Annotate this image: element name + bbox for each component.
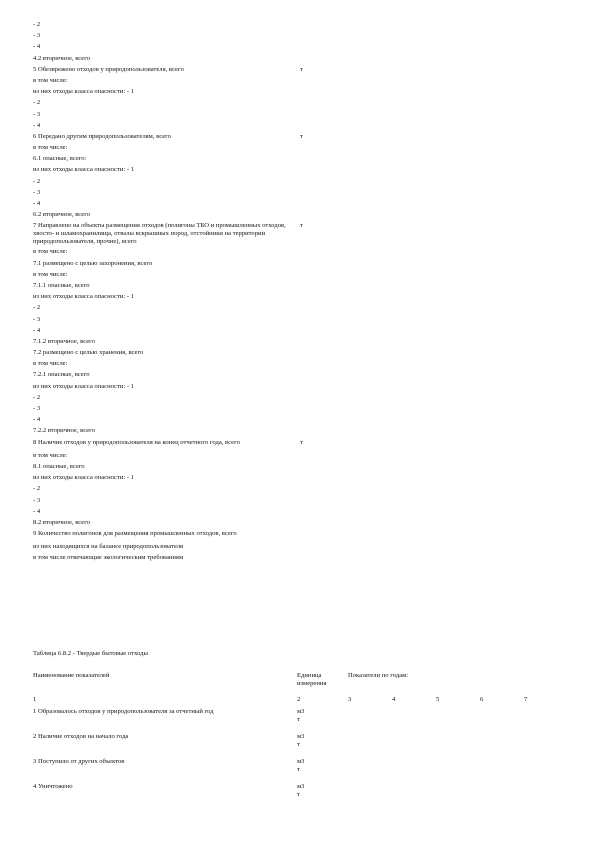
unit-m3: м3 (297, 758, 305, 765)
indicator-row (33, 508, 573, 519)
header-years: Показатели по годам: (348, 672, 409, 679)
indicator-row (33, 248, 573, 259)
indicator-row (33, 43, 573, 54)
indicator-row (33, 416, 573, 427)
indicator-row (33, 155, 573, 166)
indicator-label: - 2 (33, 393, 41, 401)
row-unit (297, 783, 348, 808)
row-name: 1 Образовалось отходов у природопользователя за отчетный год (33, 708, 214, 715)
table-number-row (33, 696, 568, 708)
indicator-row (33, 271, 573, 282)
indicator-row (33, 360, 573, 371)
indicator-row (33, 497, 573, 508)
indicator-label: 5 Обезврежено отходов у природопользователя, всего (33, 65, 184, 73)
indicator-row (33, 99, 573, 110)
table-row (33, 733, 568, 758)
row-name: 4 Уничтожено (33, 783, 73, 790)
unit-m3: м3 (297, 708, 305, 715)
table-caption: Таблица 6.8.2 - Твердые бытовые отходы (33, 650, 148, 657)
indicator-row (33, 200, 573, 211)
indicator-label: 6.2 вторичное, всего (33, 211, 91, 219)
row-name: 2 Наличие отходов на начало года (33, 733, 129, 740)
unit-t: т (297, 766, 300, 773)
indicator-row (33, 349, 573, 360)
indicator-row (33, 530, 573, 543)
indicator-label: 7.1.2 вторичное, всего (33, 337, 95, 345)
indicator-row (33, 66, 573, 77)
indicator-row (33, 21, 573, 32)
col-number: 1 (33, 696, 37, 703)
indicator-label: в том числе отвечающие экологическим требованиям (33, 554, 184, 562)
indicator-row (33, 166, 573, 177)
indicator-label: 7.2.1 опасные, всего (33, 371, 90, 379)
indicator-row (33, 189, 573, 200)
indicator-label: 7.2 размещено с целью хранения, всего (33, 349, 144, 357)
unit-m3: м3 (297, 733, 305, 740)
indicator-label: - 3 (33, 496, 41, 504)
indicator-row (33, 178, 573, 189)
row-name: 3 Поступило от других объектов (33, 758, 125, 765)
indicator-label: в том числе: (33, 248, 68, 256)
indicator-row (33, 439, 573, 452)
indicator-unit: т (300, 438, 303, 446)
indicator-row (33, 327, 573, 338)
row-unit (297, 708, 348, 733)
indicator-label: из них отходы класса опасности: - 1 (33, 88, 135, 96)
indicator-label: - 3 (33, 405, 41, 412)
indicator-row (33, 383, 573, 394)
indicator-label: из них отходы класса опасности: - 1 (33, 474, 135, 482)
indicator-row (33, 452, 573, 463)
indicator-row (33, 519, 573, 530)
indicator-label: 8.1 опасные, всего (33, 462, 85, 470)
indicator-row (33, 338, 573, 349)
indicator-row (33, 122, 573, 133)
indicator-row (33, 260, 573, 271)
indicator-unit: т (300, 132, 303, 140)
indicator-label: - 3 (33, 110, 41, 118)
solid-waste-table (33, 672, 568, 808)
indicator-label: - 2 (33, 304, 41, 312)
indicator-label: 8.2 вторичное, всего (33, 518, 91, 526)
col-number: 2 (297, 696, 301, 703)
indicator-row (33, 405, 573, 416)
indicator-label: - 4 (33, 43, 41, 51)
col-number: 3 (348, 696, 352, 703)
indicator-row (33, 77, 573, 88)
indicator-label: 7 Направлено на объекты размещения отходов (полигоны ТБО и промышленных отходов, хвосто- и шламохранилища, отвалы вскрышных пород, отстойники на территории природопользователя, прочие), всего (33, 222, 286, 246)
indicator-label: из них отходы класса опасности: - 1 (33, 382, 135, 390)
indicator-label: - 4 (33, 200, 41, 207)
indicator-label: 9 Количество полигонов для размещения промышленных отходов, всего (33, 530, 237, 538)
indicator-row (33, 304, 573, 315)
row-unit (297, 733, 348, 758)
indicator-label: 6 Передано другим природопользователям, всего (33, 132, 171, 140)
indicator-label: в том числе: (33, 270, 68, 278)
indicator-row (33, 554, 573, 565)
indicator-label: 4.2 вторичное, всего (33, 54, 91, 62)
indicator-unit: т (300, 222, 303, 230)
indicator-row (33, 427, 573, 438)
row-unit (297, 758, 348, 783)
indicator-row (33, 32, 573, 43)
waste-indicators-list (33, 21, 573, 566)
indicator-label: - 4 (33, 416, 41, 424)
indicator-row (33, 293, 573, 304)
indicator-label: - 4 (33, 507, 41, 515)
unit-t: т (297, 716, 300, 723)
unit-m3: м3 (297, 783, 305, 790)
indicator-label: - 2 (33, 485, 41, 493)
indicator-label: 7.1.1 опасные, всего (33, 281, 90, 289)
indicator-label: из них отходы класса опасности: - 1 (33, 293, 135, 301)
indicator-label: из них отходы класса опасности: - 1 (33, 166, 135, 174)
indicator-label: в том числе: (33, 360, 68, 368)
indicator-label: - 3 (33, 32, 41, 40)
indicator-label: 7.2.2 вторичное, всего (33, 427, 95, 435)
indicator-row (33, 474, 573, 485)
unit-t: т (297, 791, 300, 798)
indicator-label: в том числе: (33, 144, 68, 152)
indicator-label: - 4 (33, 121, 41, 129)
col-number: 5 (436, 696, 440, 703)
indicator-row (33, 211, 573, 222)
indicator-label: из них находящихся на балансе природопользователя (33, 543, 184, 551)
indicator-label: в том числе: (33, 451, 68, 459)
indicator-label: - 2 (33, 177, 41, 185)
col-number: 4 (392, 696, 396, 703)
indicator-label: 6.1 опасные, всего: (33, 155, 87, 163)
indicator-row (33, 222, 573, 248)
indicator-row (33, 111, 573, 122)
indicator-row (33, 371, 573, 382)
indicator-label: 7.1 размещено с целью захоронения, всего (33, 259, 153, 267)
indicator-label: - 3 (33, 188, 41, 196)
table-row (33, 783, 568, 808)
indicator-label: - 2 (33, 99, 41, 107)
indicator-row (33, 543, 573, 554)
header-name: Наименование показателей (33, 672, 110, 679)
unit-t: т (297, 741, 300, 748)
indicator-row (33, 463, 573, 474)
table-row (33, 708, 568, 733)
header-unit: Единица измерения (297, 672, 327, 687)
indicator-row (33, 133, 573, 144)
indicator-row (33, 282, 573, 293)
indicator-row (33, 316, 573, 327)
col-number: 6 (480, 696, 484, 703)
indicator-row (33, 88, 573, 99)
table-row (33, 758, 568, 783)
indicator-label: - 3 (33, 315, 41, 323)
indicator-label: - 4 (33, 326, 41, 334)
col-number: 7 (524, 696, 528, 703)
indicator-unit: т (300, 65, 303, 73)
indicator-row (33, 394, 573, 405)
indicator-row (33, 55, 573, 66)
indicator-label: - 2 (33, 21, 41, 28)
indicator-row (33, 144, 573, 155)
indicator-label: в том числе: (33, 76, 68, 84)
table-header-row (33, 672, 568, 696)
indicator-label: 8 Наличие отходов у природопользователя на конец отчетного года, всего (33, 438, 240, 446)
indicator-row (33, 485, 573, 496)
